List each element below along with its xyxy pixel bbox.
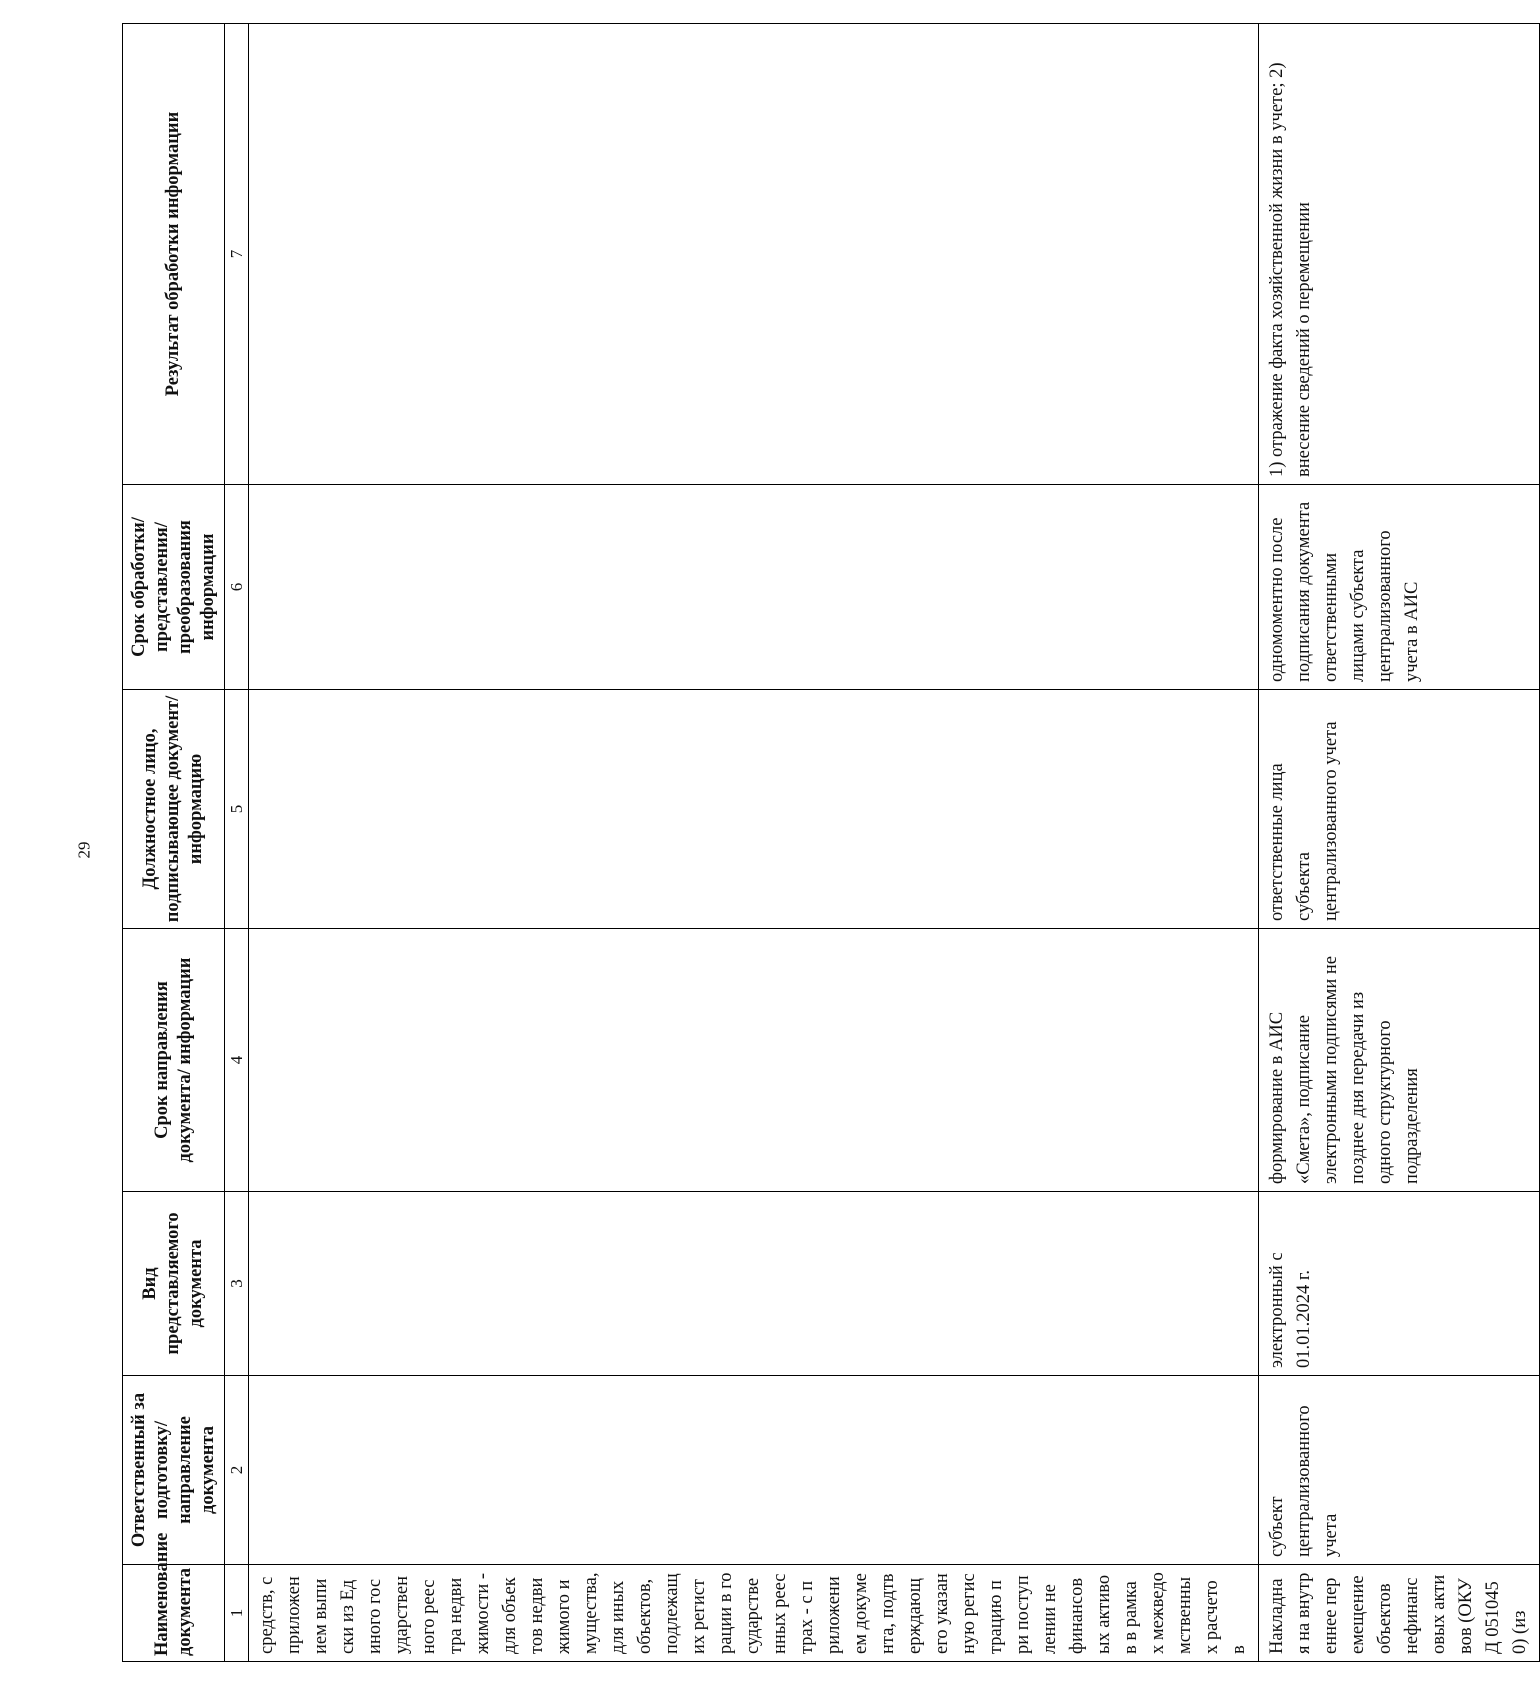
table-cell: субъект централизованного учета	[1259, 1376, 1540, 1565]
header-cell: Наименование документа	[123, 1565, 225, 1662]
header-cell: Срок направления документа/ информации	[123, 929, 225, 1192]
rotated-table-container	[122, 24, 1530, 1662]
header-cell: Результат обработки информации	[123, 24, 225, 485]
table-cell: Накладная на внутреннее перемещение объектов нефинансовых активов (ОКУД 0510450) (из	[1259, 1565, 1540, 1662]
table-cell	[249, 485, 1259, 690]
column-number: 2	[225, 1376, 249, 1565]
column-number: 5	[225, 690, 249, 929]
column-number-row	[225, 24, 249, 1662]
column-number: 7	[225, 24, 249, 485]
column-number: 6	[225, 485, 249, 690]
table-cell: ответственные лица субъекта централизованного учета	[1259, 690, 1540, 929]
table-row	[249, 24, 1259, 1662]
table-cell: 1) отражение факта хозяйственной жизни в учете; 2) внесение сведений о перемещении	[1259, 24, 1540, 485]
header-row	[123, 24, 225, 1662]
table-cell: средств, с приложением выписки из Единого государственного реестра недвижимости - для объектов недвижимого имущества, для иных объектов, подлежащих регистрации в государственных реестрах - с приложением документа, подтверждающего указанную регистрацию при поступлении нефинансовых активов в рамках межведомственных расчетов	[249, 1565, 1259, 1662]
table-row	[1259, 24, 1540, 1662]
table-cell: формирование в АИС «Смета», подписание электронными подписями не позднее дня передачи из одного структурного подразделения	[1259, 929, 1540, 1192]
table-cell	[249, 1376, 1259, 1565]
header-cell: Вид представляемого документа	[123, 1192, 225, 1376]
column-number: 1	[225, 1565, 249, 1662]
header-cell: Должностное лицо, подписывающее документ/информацию	[123, 690, 225, 929]
table-cell	[249, 24, 1259, 485]
header-cell: Ответственный за подготовку/ направление документа	[123, 1376, 225, 1565]
header-cell: Срок обработки/ представления/ преобразования информации	[123, 485, 225, 690]
document-table	[122, 23, 1540, 1662]
page-number: 29	[74, 841, 93, 859]
table-cell: электронный с 01.01.2024 г.	[1259, 1192, 1540, 1376]
table-cell: одномоментно после подписания документа ответственными лицами субъекта централизованного учета в АИС	[1259, 485, 1540, 690]
column-number: 4	[225, 929, 249, 1192]
table-cell	[249, 690, 1259, 929]
table-cell	[249, 929, 1259, 1192]
column-number: 3	[225, 1192, 249, 1376]
table-cell	[249, 1192, 1259, 1376]
